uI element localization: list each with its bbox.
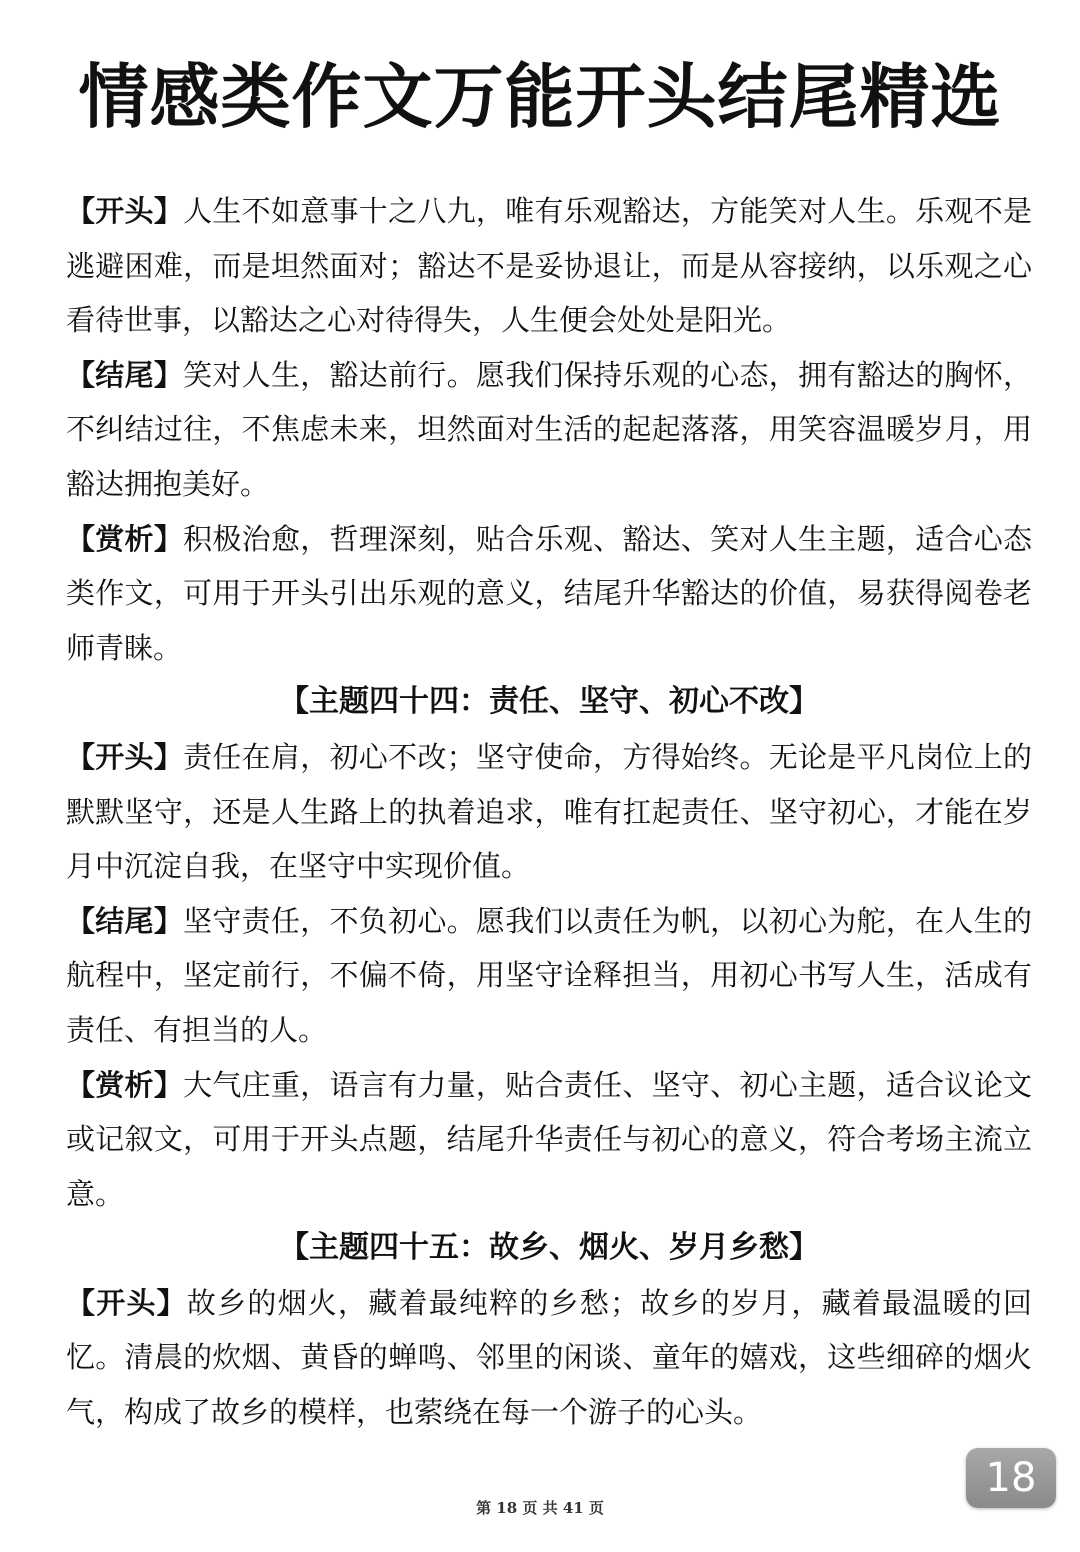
analysis-tag: 【赏析】 bbox=[66, 521, 184, 556]
opening-paragraph bbox=[66, 730, 1032, 894]
theme-heading: 【主题四十四：责任、坚守、初心不改】 bbox=[279, 684, 819, 720]
ending-text: 笑对人生，豁达前行。愿我们保持乐观的心态，拥有豁达的胸怀，不纠结过往，不焦虑未来，坦然面对生活的起起落落，用笑容温暖岁月，用豁达拥抱美好。 bbox=[66, 357, 1032, 501]
ending-paragraph bbox=[66, 894, 1032, 1058]
opening-paragraph bbox=[66, 1276, 1032, 1440]
page-title: 情感类作文万能开头结尾精选 bbox=[78, 56, 1002, 138]
analysis-paragraph bbox=[66, 1058, 1032, 1222]
page-number-badge: 18 bbox=[966, 1448, 1056, 1508]
article-body bbox=[66, 184, 1032, 1440]
opening-text: 责任在肩，初心不改；坚守使命，方得始终。无论是平凡岗位上的默默坚守，还是人生路上的执着追求，唯有扛起责任、坚守初心，才能在岁月中沉淀自我，在坚守中实现价值。 bbox=[66, 739, 1032, 884]
ending-tag: 【结尾】 bbox=[66, 903, 184, 938]
analysis-tag: 【赏析】 bbox=[66, 1067, 184, 1102]
analysis-text: 大气庄重，语言有力量，贴合责任、坚守、初心主题，适合议论文或记叙文，可用于开头点题，结尾升华责任与初心的意义，符合考场主流立意。 bbox=[66, 1067, 1032, 1211]
theme-heading: 【主题四十五：故乡、烟火、岁月乡愁】 bbox=[279, 1230, 819, 1266]
opening-tag: 【开头】 bbox=[66, 194, 184, 228]
ending-text: 坚守责任，不负初心。愿我们以责任为帆，以初心为舵，在人生的航程中，坚定前行，不偏不倚，用坚守诠释担当，用初心书写人生，活成有责任、有担当的人。 bbox=[66, 903, 1032, 1047]
ending-paragraph bbox=[66, 348, 1032, 512]
analysis-text: 积极治愈，哲理深刻，贴合乐观、豁达、笑对人生主题，适合心态类作文，可用于开头引出乐观的意义，结尾升华豁达的价值，易获得阅卷老师青睐。 bbox=[66, 521, 1032, 665]
ending-tag: 【结尾】 bbox=[66, 357, 184, 392]
opening-tag: 【开头】 bbox=[66, 1285, 187, 1320]
analysis-paragraph bbox=[66, 512, 1032, 676]
opening-paragraph bbox=[66, 184, 1032, 348]
page-footer: 第 18 页 共 41 页 bbox=[476, 1499, 604, 1517]
opening-text: 故乡的烟火，藏着最纯粹的乡愁；故乡的岁月，藏着最温暖的回忆。清晨的炊烟、黄昏的蝉鸣、邻里的闲谈、童年的嬉戏，这些细碎的烟火气，构成了故乡的模样，也萦绕在每一个游子的心头。 bbox=[66, 1285, 1032, 1430]
opening-tag: 【开头】 bbox=[66, 739, 184, 774]
opening-text: 人生不如意事十之八九，唯有乐观豁达，方能笑对人生。乐观不是逃避困难，而是坦然面对；豁达不是妥协退让，而是从容接纳，以乐观之心看待世事，以豁达之心对待得失，人生便会处处是阳光。 bbox=[66, 194, 1032, 338]
